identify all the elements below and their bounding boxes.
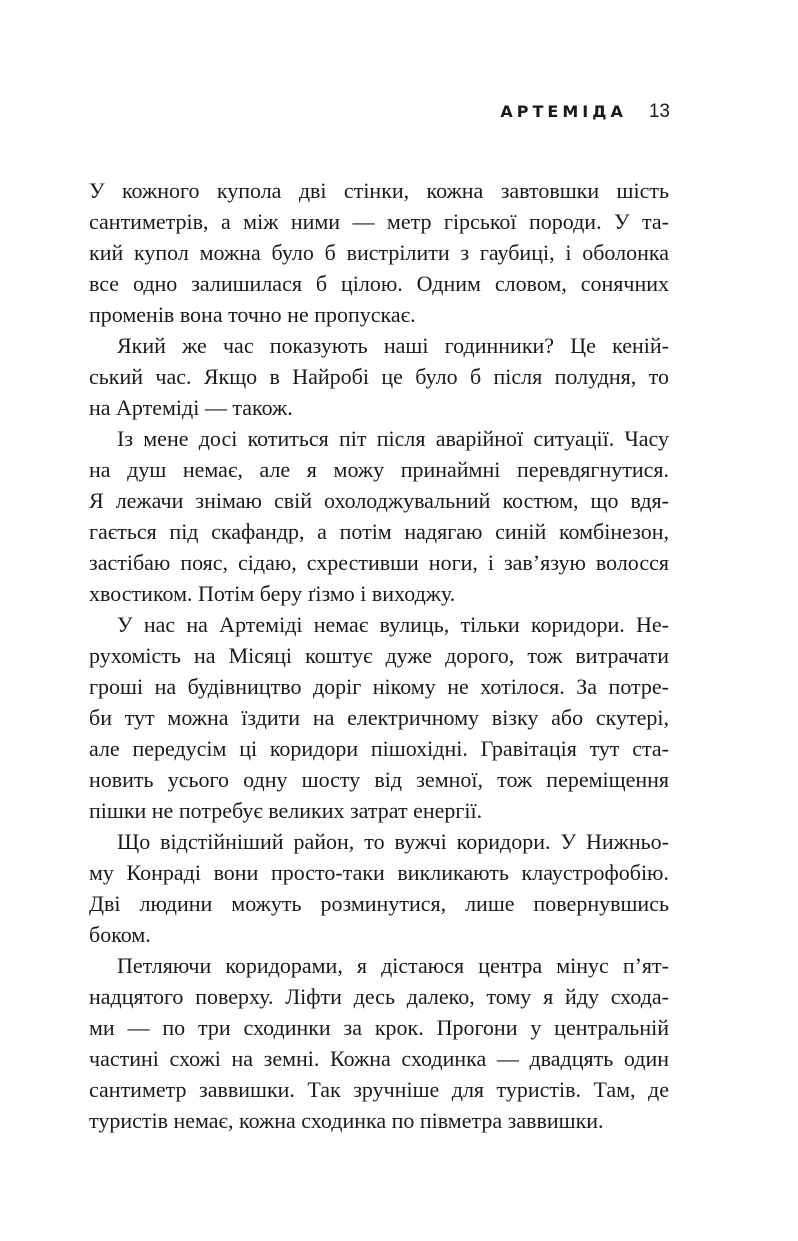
paragraph xyxy=(89,826,669,950)
text-line: Що відстійніший район, то вужчі коридори. У Нижньо- xyxy=(117,829,669,854)
paragraph xyxy=(89,175,669,330)
text-line: сантиметрів, а між ними — метр гірської породи. У та- xyxy=(89,209,669,234)
text-line: застібаю пояс, сідаю, схрестивши ноги, і зав’язую волосся xyxy=(89,550,669,575)
text-line: У кожного купола дві стінки, кожна завтовшки шість xyxy=(89,178,669,203)
text-line: гається під скафандр, а потім надягаю синій комбінезон, xyxy=(89,519,669,544)
running-head xyxy=(500,101,670,123)
text-line: туристів немає, кожна сходинка по півметра заввишки. xyxy=(89,1108,604,1133)
text-line: променів вона точно не пропускає. xyxy=(89,302,416,327)
text-line: боком. xyxy=(89,922,151,947)
text-line: У нас на Артеміді немає вулиць, тільки коридори. Не- xyxy=(117,612,669,637)
page-number: 13 xyxy=(648,101,670,122)
text-line: Із мене досі котиться піт після аварійної ситуації. Часу xyxy=(117,426,669,451)
text-line: на Артеміді — також. xyxy=(89,395,293,420)
paragraph xyxy=(89,609,669,826)
text-line: Який же час показують наші годинники? Це кеній- xyxy=(117,333,669,358)
running-title: АРТЕМІДА xyxy=(500,102,627,121)
body-text xyxy=(89,175,669,1136)
text-line: пішки не потребує великих затрат енергії. xyxy=(89,798,483,823)
text-line: ський час. Якщо в Найробі це було б після полудня, то xyxy=(89,364,669,389)
paragraph xyxy=(89,330,669,423)
text-line: хвостиком. Потім беру ґізмо і виходжу. xyxy=(89,581,456,606)
text-line: ми — по три сходинки за крок. Прогони у центральній xyxy=(89,1015,669,1040)
paragraph xyxy=(89,950,669,1136)
text-line: частині схожі на земні. Кожна сходинка — двадцять один xyxy=(89,1046,669,1071)
text-line: рухомість на Місяці коштує дуже дорого, тож витрачати xyxy=(89,643,669,668)
text-line: му Конраді вони просто-таки викликають клаустрофобію. xyxy=(89,860,669,885)
text-line: на душ немає, але я можу принаймні перевдягнутися. xyxy=(89,457,669,482)
text-line: Я лежачи знімаю свій охолоджувальний костюм, що вдя- xyxy=(89,488,669,513)
text-line: кий купол можна було б вистрілити з гаубиці, і оболонка xyxy=(89,240,669,265)
text-line: Петляючи коридорами, я дістаюся центра мінус п’ят- xyxy=(117,953,669,978)
text-line: би тут можна їздити на електричному візку або скутері, xyxy=(89,705,669,730)
text-line: гроші на будівництво доріг нікому не хотілося. За потре- xyxy=(89,674,669,699)
text-line: але передусім ці коридори пішохідні. Гравітація тут ста- xyxy=(89,736,669,761)
text-line: сантиметр заввишки. Так зручніше для туристів. Там, де xyxy=(89,1077,669,1102)
text-line: надцятого поверху. Ліфти десь далеко, тому я йду схода- xyxy=(89,984,669,1009)
text-line: Дві людини можуть розминутися, лише повернувшись xyxy=(89,891,669,916)
text-line: все одно залишилася б цілою. Одним словом, сонячних xyxy=(89,271,669,296)
paragraph xyxy=(89,423,669,609)
text-line: новить усього одну шосту від земної, тож переміщення xyxy=(89,767,669,792)
